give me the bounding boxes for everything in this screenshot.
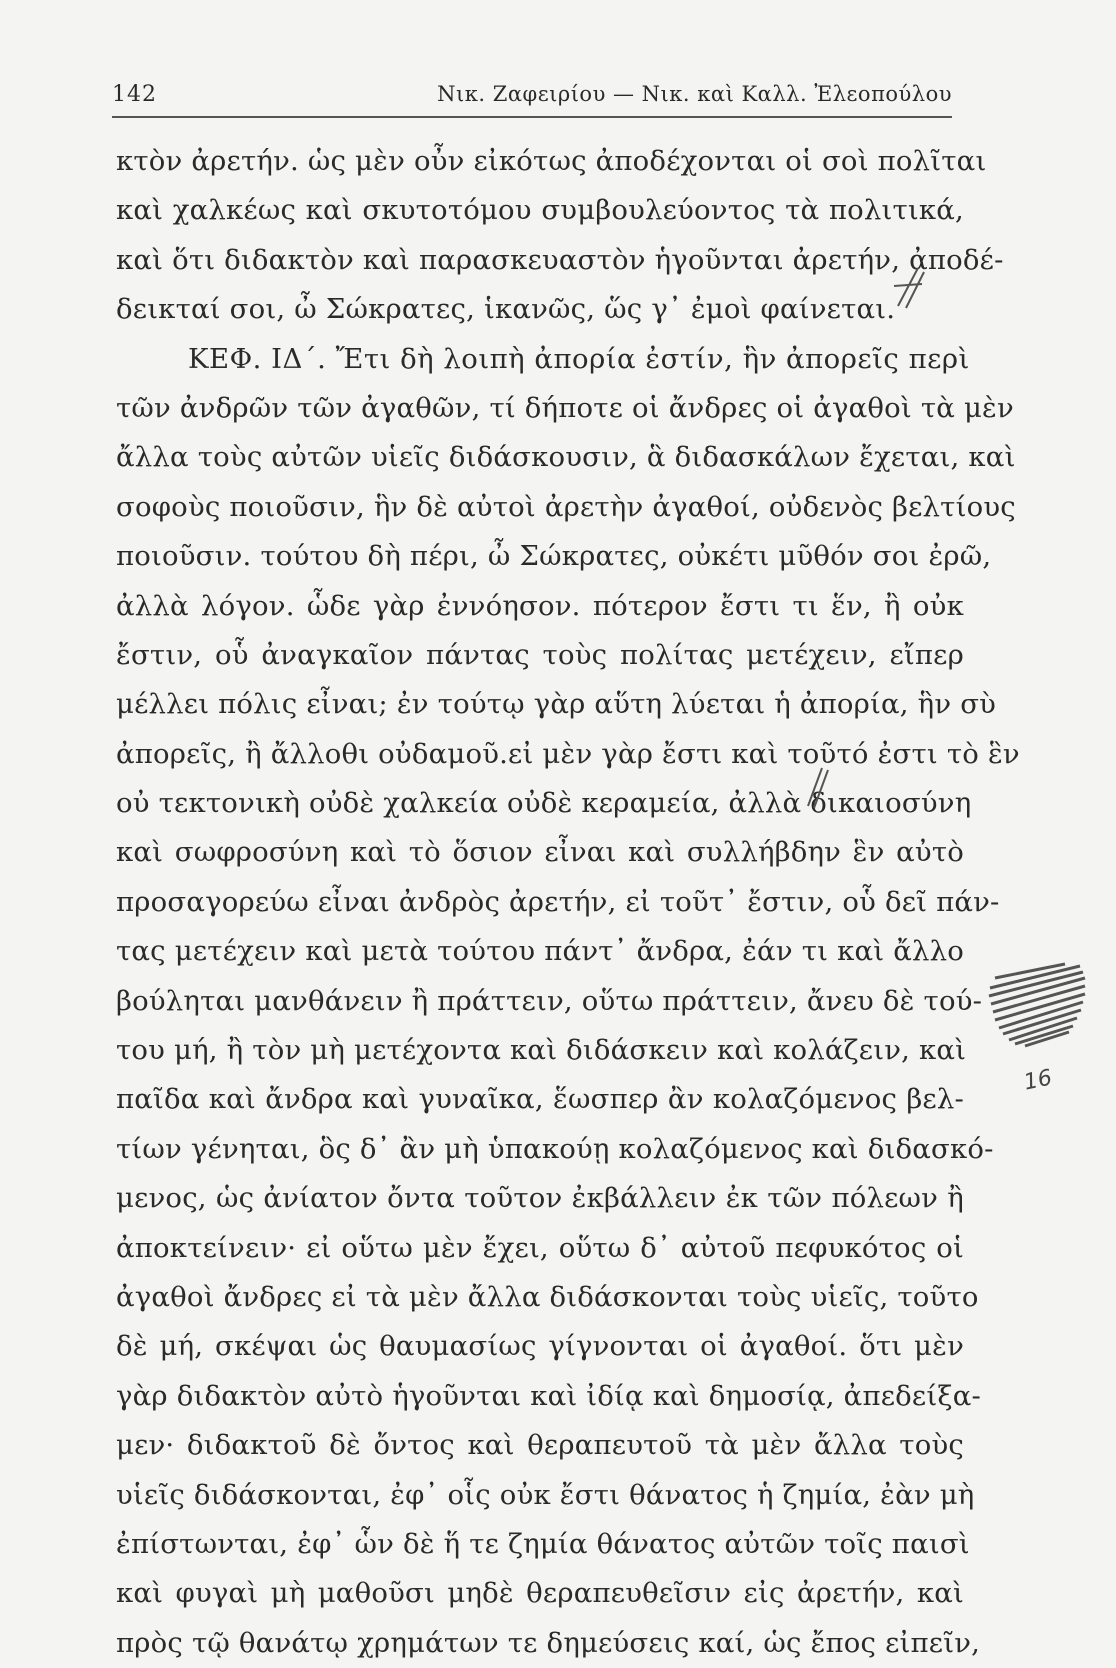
text-line: ἀπορεῖς, ἢ ἄλλοθι οὐδαμοῦ.εἰ μὲν γὰρ ἔστι καὶ τοῦτό ἐστι τὸ ἓν [116, 737, 1020, 770]
margin-number-note: 16 [1021, 1065, 1055, 1096]
text-line: τῶν ἀνδρῶν τῶν ἀγαθῶν, τί δήποτε οἱ ἄνδρες οἱ ἀγαθοὶ τὰ μὲν [116, 391, 1014, 424]
text-line: υἱεῖς διδάσκονται, ἐφ᾽ οἷς οὐκ ἔστι θάνατος ἡ ζημία, ἐὰν μὴ [116, 1478, 975, 1511]
text-line: μενος, ὡς ἀνίατον ὄντα τοῦτον ἐκβάλλειν ἐκ τῶν πόλεων ἢ [116, 1182, 964, 1215]
text-line: σοφοὺς ποιοῦσιν, ἣν δὲ αὐτοὶ ἀρετὴν ἀγαθοί, οὐδενὸς βελτίους [116, 490, 1016, 523]
text-line: τίων γένηται, ὃς δ᾽ ἂν μὴ ὑπακούῃ κολαζόμενος καὶ διδασκό- [116, 1132, 994, 1165]
text-line: βούληται μανθάνειν ἢ πράττειν, οὕτω πράττειν, ἄνευ δὲ τού- [116, 984, 983, 1017]
pencil-slash-mark [888, 262, 928, 312]
chapter-heading-line: ΚΕΦ. ΙΔ΄. Ἔτι δὴ λοιπὴ ἀπορία ἐστίν, ἣν ἀπορεῖς περὶ [188, 342, 970, 375]
header-rule [112, 116, 952, 118]
text-line: μέλλει πόλις εἶναι; ἐν τούτῳ γὰρ αὕτη λύεται ἡ ἀπορία, ἣν σὺ [116, 688, 997, 721]
text-line: του μή, ἢ τὸν μὴ μετέχοντα καὶ διδάσκειν καὶ κολάζειν, καὶ [116, 1034, 967, 1067]
body-text [116, 137, 1020, 1668]
text-line: ἔστιν, οὗ ἀναγκαῖον πάντας τοὺς πολίτας μετέχειν, εἴπερ [116, 638, 964, 671]
text-line: κτὸν ἀρετήν. ὡς μὲν οὖν εἰκότως ἀποδέχονται οἱ σοὶ πολῖται [116, 145, 987, 177]
text-line: προσαγορεύω εἶναι ἀνδρὸς ἀρετήν, εἰ τοῦτ᾽ ἔστιν, οὗ δεῖ πάν- [116, 885, 1000, 918]
text-line: ἀποκτείνειν· εἰ οὕτω μὲν ἔχει, οὕτω δ᾽ αὐτοῦ πεφυκότος οἱ [116, 1231, 964, 1264]
text-line: ποιοῦσιν. τούτου δὴ πέρι, ὦ Σώκρατες, οὐκέτι μῦθόν σοι ἐρῶ, [116, 540, 992, 573]
text-line: καὶ ὅτι διδακτὸν καὶ παρασκευαστὸν ἡγοῦνται ἀρετήν, ἀποδέ- [116, 243, 1004, 276]
text-line: ἐπίστωνται, ἐφ᾽ ὧν δὲ ἥ τε ζημία θάνατος αὐτῶν τοῖς παισὶ [116, 1527, 970, 1560]
pencil-scribble-mark [985, 958, 1090, 1048]
text-line: καὶ σωφροσύνη καὶ τὸ ὅσιον εἶναι καὶ συλλήβδην ἓν αὐτὸ [116, 836, 964, 869]
running-head: Νικ. Ζαφειρίου — Νικ. καὶ Καλλ. Ἐλεοπούλου [437, 82, 952, 106]
text-line: ἄλλα τοὺς αὐτῶν υἱεῖς διδάσκουσιν, ἃ διδασκάλων ἔχεται, καὶ [116, 441, 1016, 474]
text-line: μεν· διδακτοῦ δὲ ὄντος καὶ θεραπευτοῦ τὰ μὲν ἄλλα τοὺς [116, 1429, 964, 1462]
text-line: καὶ φυγαὶ μὴ μαθοῦσι μηδὲ θεραπευθεῖσιν εἰς ἀρετήν, καὶ [116, 1577, 964, 1610]
text-line: δεικταί σοι, ὦ Σώκρατες, ἱκανῶς, ὥς γ᾽ ἐμοὶ φαίνεται. [116, 293, 896, 326]
page-number: 142 [112, 82, 157, 107]
page-header [112, 72, 952, 112]
pencil-slash-mark [800, 762, 830, 812]
text-line: καὶ χαλκέως καὶ σκυτοτόμου συμβουλεύοντος τὰ πολιτικά, [116, 194, 964, 227]
text-line: ἀλλὰ λόγον. ὧδε γὰρ ἐννόησον. πότερον ἔστι τι ἕν, ἢ οὐκ [116, 589, 964, 622]
text-line: γὰρ διδακτὸν αὐτὸ ἡγοῦνται καὶ ἰδίᾳ καὶ δημοσίᾳ, ἀπεδείξα- [116, 1379, 981, 1412]
text-line: οὐ τεκτονικὴ οὐδὲ χαλκεία οὐδὲ κεραμεία, ἀλλὰ δικαιοσύνη [116, 787, 972, 820]
text-line: παῖδα καὶ ἄνδρα καὶ γυναῖκα, ἕωσπερ ἂν κολαζόμενος βελ- [116, 1083, 964, 1116]
text-line: πρὸς τῷ θανάτῳ χρημάτων τε δημεύσεις καί, ὡς ἔπος εἰπεῖν, [116, 1626, 981, 1659]
text-line: τας μετέχειν καὶ μετὰ τούτου πάντ᾽ ἄνδρα, ἐάν τι καὶ ἄλλο [116, 935, 964, 968]
text-line: δὲ μή, σκέψαι ὡς θαυμασίως γίγνονται οἱ ἀγαθοί. ὅτι μὲν [116, 1330, 964, 1363]
text-line: ἀγαθοὶ ἄνδρες εἰ τὰ μὲν ἄλλα διδάσκονται τοὺς υἱεῖς, τοῦτο [116, 1280, 979, 1313]
